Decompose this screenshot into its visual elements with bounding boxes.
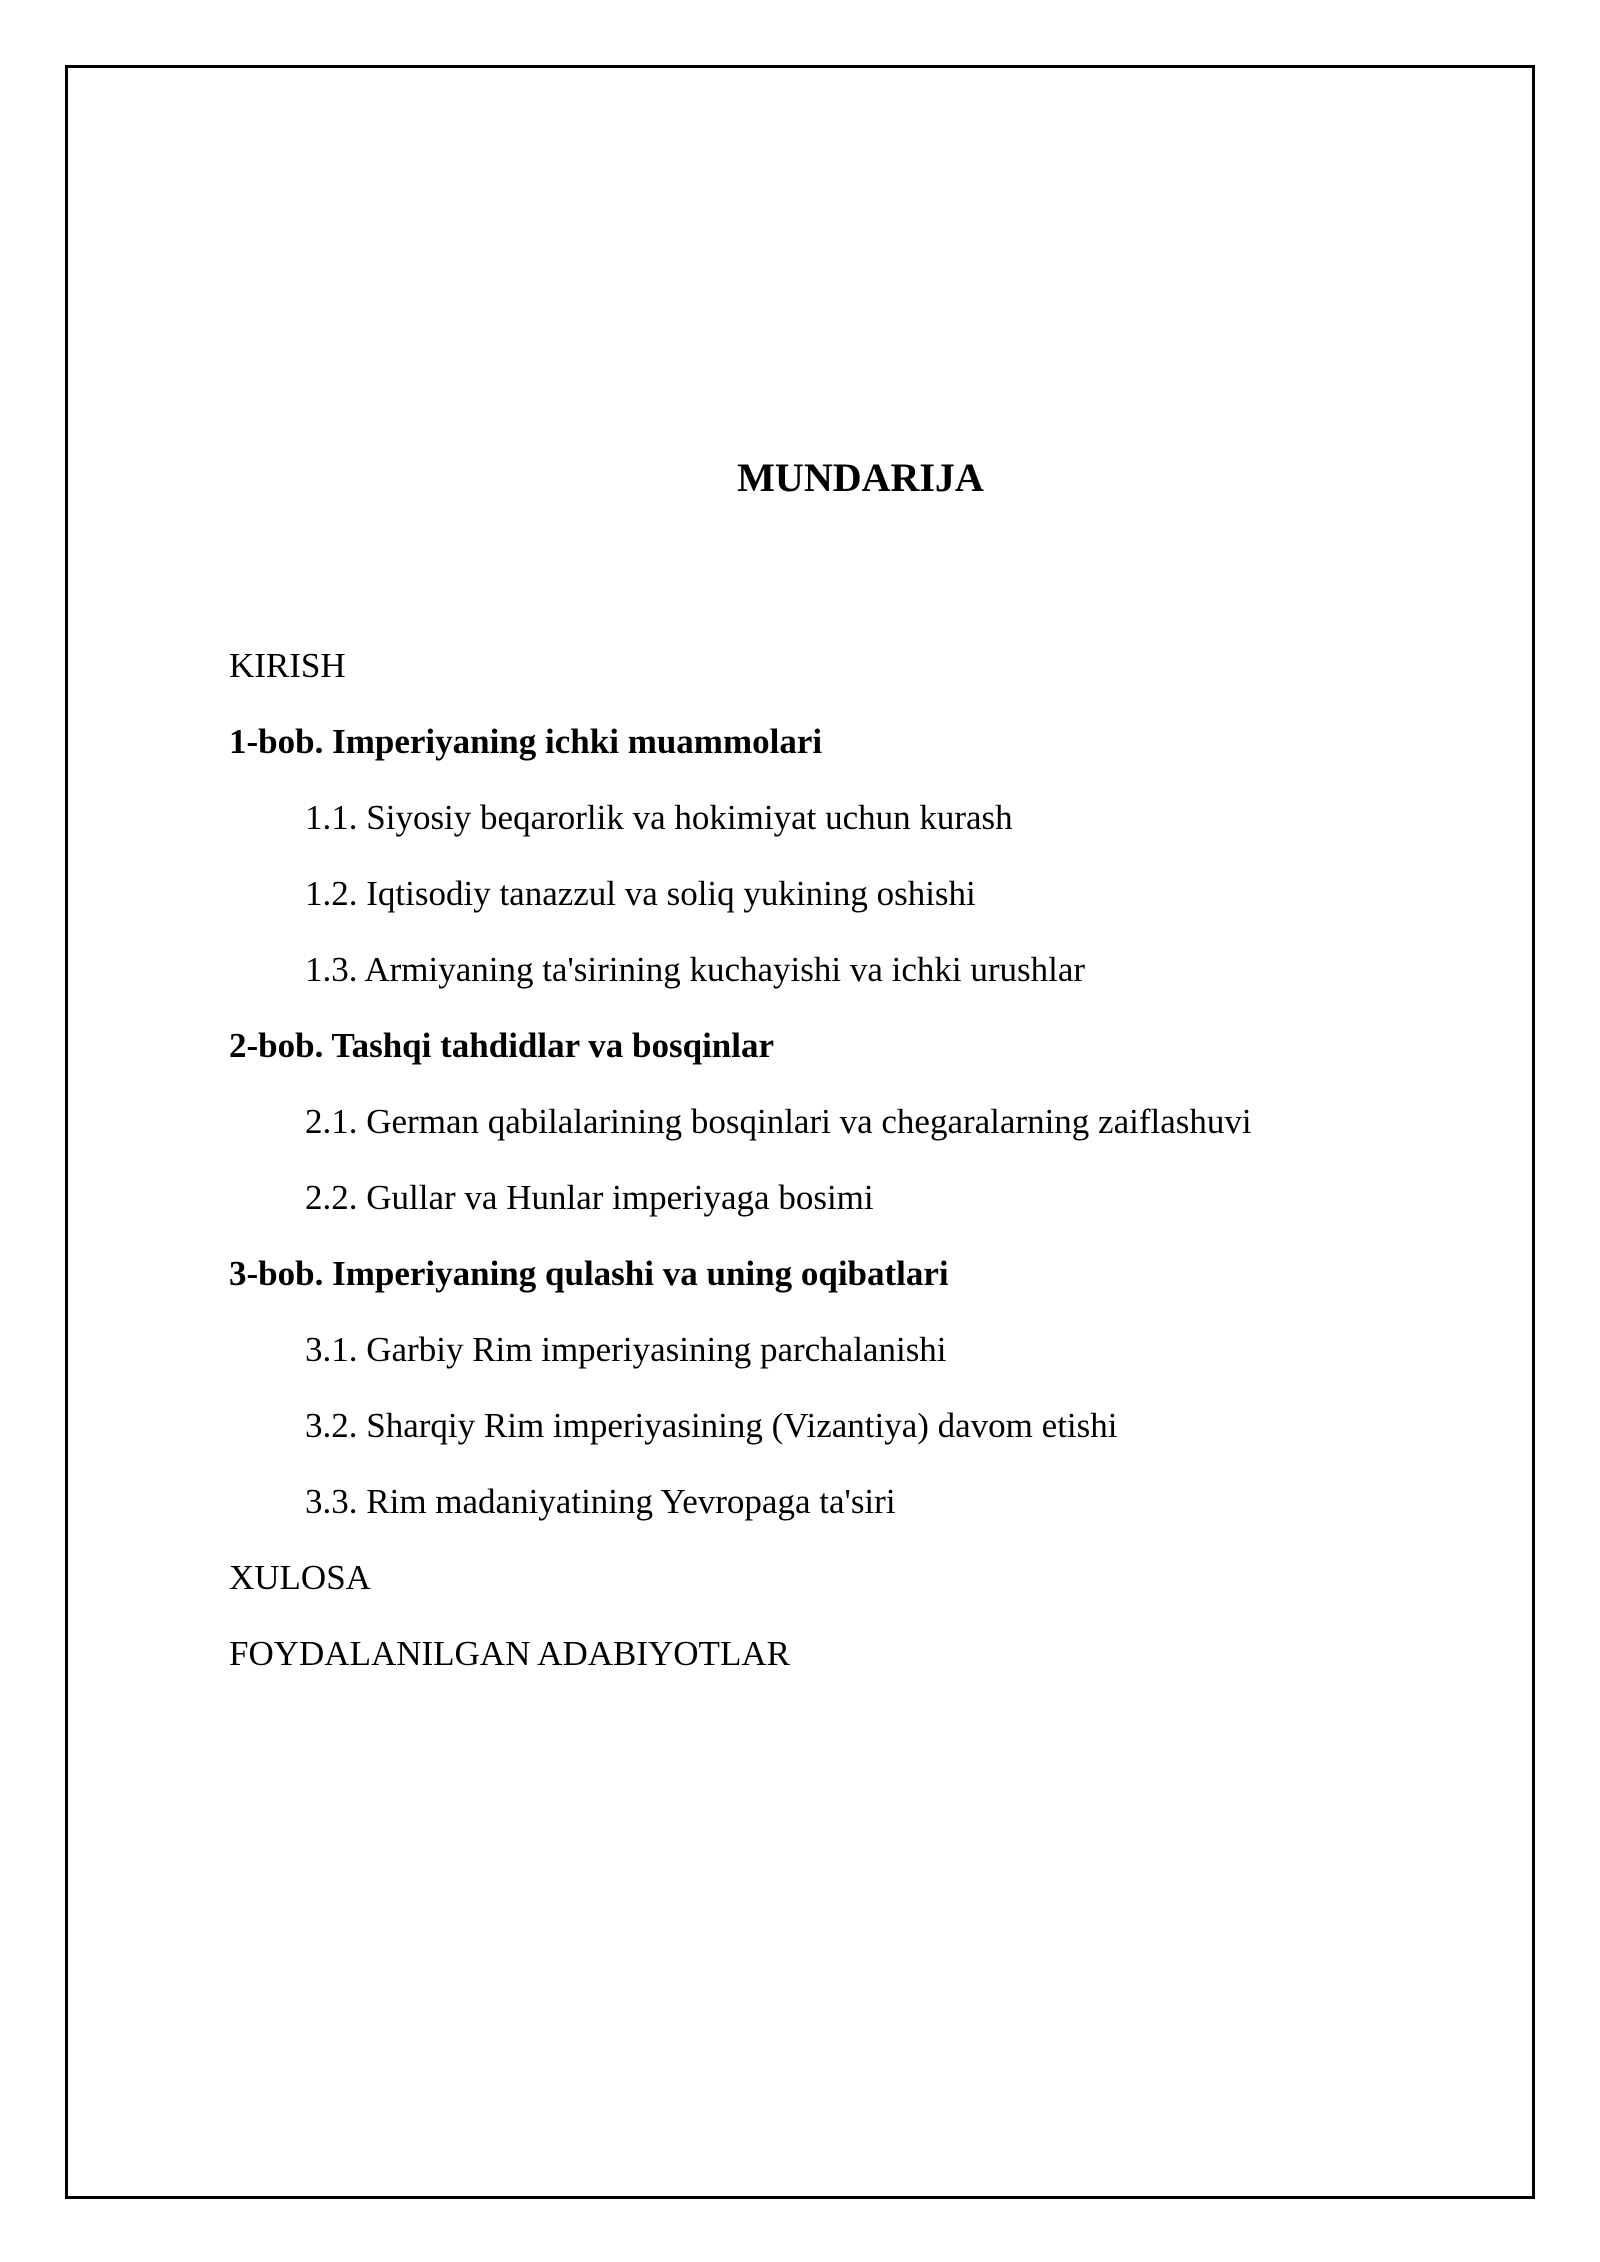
toc-section-3-2: 3.2. Sharqiy Rim imperiyasining (Vizantiya) davom etishi bbox=[305, 1406, 1118, 1445]
toc-conclusion: XULOSA bbox=[229, 1558, 371, 1597]
toc-section-3-1: 3.1. Garbiy Rim imperiyasining parchalanishi bbox=[305, 1330, 947, 1369]
toc-intro: KIRISH bbox=[229, 646, 346, 685]
toc-chapter-2: 2-bob. Tashqi tahdidlar va bosqinlar bbox=[229, 1026, 775, 1065]
toc-chapter-3: 3-bob. Imperiyaning qulashi va uning oqibatlari bbox=[229, 1254, 949, 1293]
document-title: MUNDARIJA bbox=[737, 455, 984, 500]
toc-section-1-3: 1.3. Armiyaning ta'sirining kuchayishi va ichki urushlar bbox=[305, 950, 1086, 989]
toc-chapter-1: 1-bob. Imperiyaning ichki muammolari bbox=[229, 722, 823, 761]
toc-section-1-1: 1.1. Siyosiy beqarorlik va hokimiyat uchun kurash bbox=[305, 798, 1013, 837]
toc-section-2-1: 2.1. German qabilalarining bosqinlari va chegaralarning zaiflashuvi bbox=[305, 1102, 1252, 1141]
toc-references: FOYDALANILGAN ADABIYOTLAR bbox=[229, 1634, 790, 1673]
toc-section-2-2: 2.2. Gullar va Hunlar imperiyaga bosimi bbox=[305, 1178, 874, 1217]
toc-section-3-3: 3.3. Rim madaniyatining Yevropaga ta'siri bbox=[305, 1482, 896, 1521]
toc-section-1-2: 1.2. Iqtisodiy tanazzul va soliq yukining oshishi bbox=[305, 874, 976, 913]
